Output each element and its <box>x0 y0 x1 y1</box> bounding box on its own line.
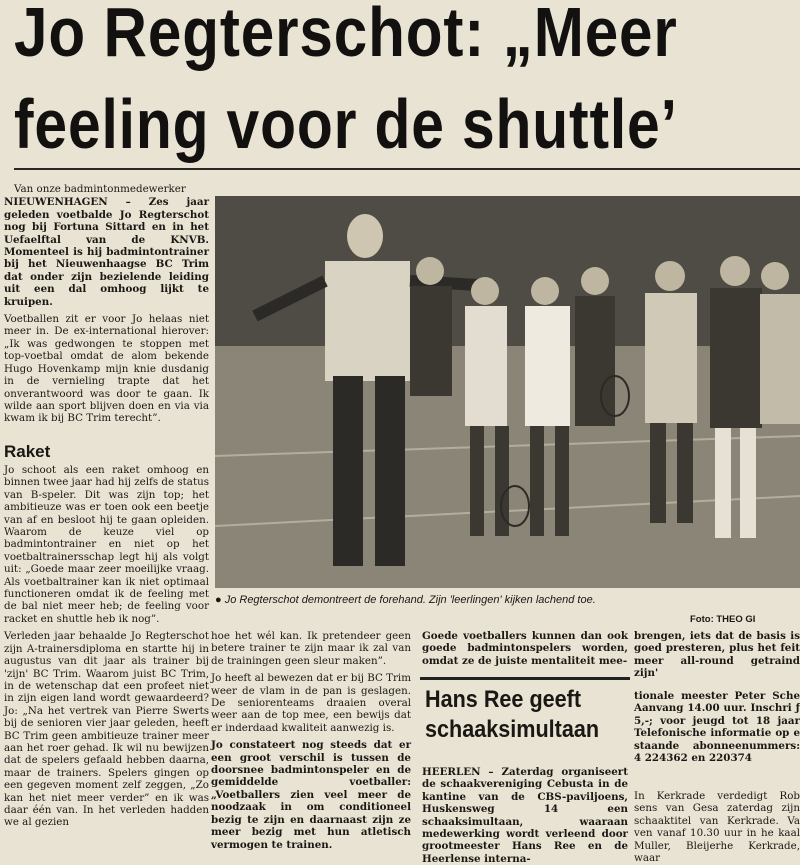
training-photo <box>215 196 800 588</box>
column-4-sidebar-1: tionale meester Peter Sche Aanvang 14.00 uur. Inschri ƒ 5,-; voor jeugd tot 18 jaar Telefonische informatie op e staande abonneenummers: 4 224362 en 220374 <box>634 690 800 765</box>
raket-paragraph: Jo schoot als een raket omhoog en binnen twee jaar had hij zelfs de status van B-speler. Dit was zijn top; het ambitieuze was er toen ook een beetje van af en besloot hij te gaan opleiden. Waarom de keuze viel op badmintontrainer en niet op het voetbaltrainersschap legt hij als volgt uit: „Goede maar zeer moeilijke vraag. Als voetbaltrainer kan ik niet optimaal functioneren omdat ik de feeling met de bal niet meer heb; de feeling voor racket en shuttle heb ik nog”. <box>4 464 210 625</box>
lead-text: Zes jaar geleden voetbalde Jo Regterschot nog bij Fortuna Sittard en in het Uefaelftal van de KNVB. Momenteel is hij badmintontrainer bij het Nieuwenhaagse BC Trim dat onder zijn bezielende leiding uit een dal omhoog lijkt te kruipen. <box>4 196 210 308</box>
sidebar-text <box>422 766 628 865</box>
sidebar-body: Zaterdag organiseert de schaakvereniging Cebusta in de kantine van de CBS-paviljoens, Huskensweg 14 een schaaksimultaan, waaraan medewerking wordt verleend door grootmeester Hans Ree en de Heerlense interna- <box>422 766 628 865</box>
headline-rule <box>14 168 800 170</box>
byline: Van onze badmintonmedewerker <box>14 183 186 195</box>
headline-line-2: feeling voor de shuttle’ <box>14 85 678 163</box>
photo-caption: ● Jo Regterschot demontreert de forehand. Zijn 'leerlingen' kijken lachend toe. <box>215 594 596 606</box>
col2-paragraph-1: hoe het wél kan. Ik pretendeer geen betere trainer te zijn maar ik zal van de trainingen geen sleur maken”. <box>211 630 411 667</box>
col2-paragraph-2: Jo heeft al bewezen dat er bij BC Trim weer de vlam in de pan is geslagen. De seniorenteams draaien overal weer aan de top mee, een bewijs dat er inderdaad kwaliteit aanwezig is. <box>211 672 411 734</box>
column-4-sidebar-2: In Kerkrade verdedigt Rob sens van Gesa zaterdag zijn schaaktitel van Kerkrade. Va ven vanaf 10.30 uur in he kaal Muller, Bleijerhe Kerkrade, waar <box>634 790 800 865</box>
col1-bottom-paragraph: Verleden jaar behaalde Jo Regterschot zijn A-trainersdiploma en startte hij in augustus van dit jaar als trainer bij 'zijn' BC Trim. Waarom juist BC Trim, in de wetenschap dat een profeet niet in zijn eigen land wordt gewaardeerd? Jo: „Na het vertrek van Pierre Swerts bij de senioren vier jaar geleden, heeft BC Trim geen ambitieuze trainer meer aan het roer gehad. Ik wil nu bewijzen dat de spelers gefaald hebben daarna, maar de trainers. Spelers gingen op een gegeven moment zelf zeggen, „Zo kan het niet meer verder” en ik was daar één van. In het verleden hadden we al gezien <box>4 630 209 829</box>
intro-paragraph: Voetballen zit er voor Jo helaas niet meer in. De ex-international hierover: „Ik was gedwongen te stoppen met top-voetbal omdat de alom bekende Hugo Hovenkamp mijn knie dusdanig in de vernieling trapte dat het onverantwoord was door te gaan. Ik wilde aan sport blijven doen en via via kwam ik bij BC Trim terecht”. <box>4 313 209 425</box>
raket-column <box>4 464 209 834</box>
subhead-raket: Raket <box>4 442 51 461</box>
sidebar-place: HEERLEN – <box>422 766 494 778</box>
column-3-top: Goede voetballers kunnen dan ook goede badmintonspelers worden, omdat ze de juiste mentaliteit mee- <box>422 630 628 667</box>
column-2 <box>211 630 411 856</box>
photo-credit: Foto: THEO GI <box>690 614 756 625</box>
lead-place: NIEUWENHAGEN – <box>4 196 131 209</box>
headline-line-1: Jo Regterschot: „Meer <box>14 0 678 71</box>
sidebar-headline-2: schaaksimultaan <box>425 716 600 743</box>
sidebar-headline <box>425 685 599 745</box>
sidebar-headline-1: Hans Ree geeft <box>425 686 582 713</box>
lead-paragraph <box>4 196 209 308</box>
column-4-top: brengen, iets dat de basis is goed presteren, plus het feit meer all-round getraind zijn' <box>634 630 800 680</box>
intro-column <box>4 183 209 430</box>
col2-paragraph-3: Jo constateert nog steeds dat er een groot verschil is tussen de doorsnee badmintonspeler en de gemiddelde voetballer: „Voetballers zien veel meer de noodzaak in om conditioneel bezig te zijn en daarnaast zijn ze meer bezig met hun atletisch vermogen te trainen. <box>211 739 411 851</box>
